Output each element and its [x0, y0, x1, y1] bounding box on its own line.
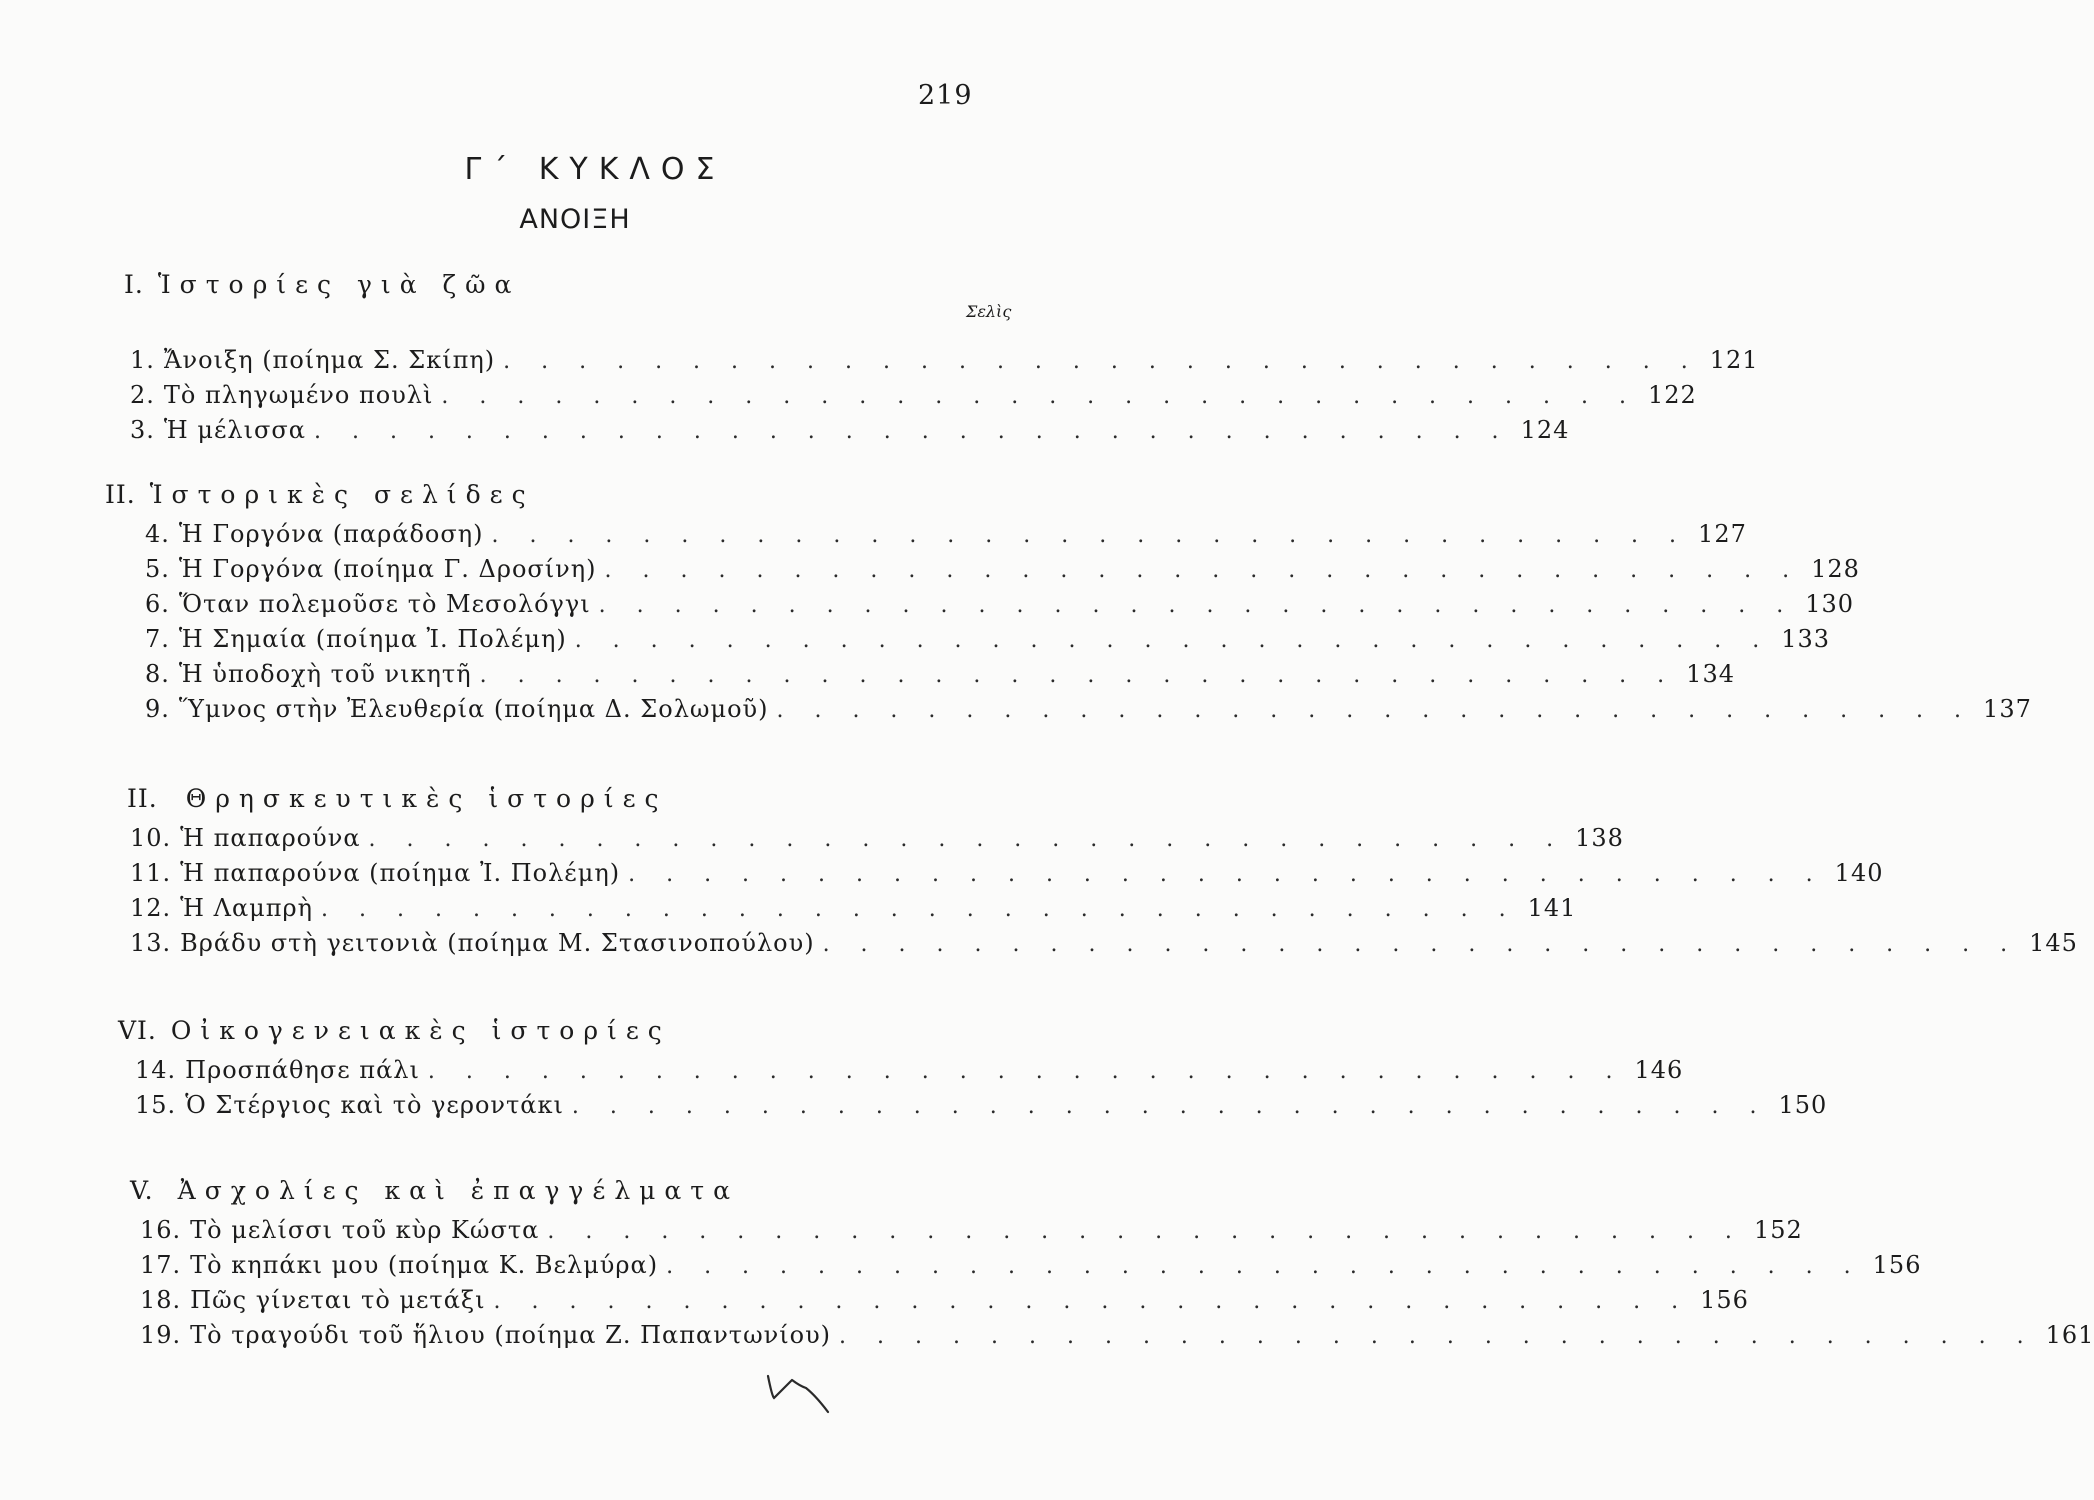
entry-title: Ἡ Σημαία (ποίημα Ἰ. Πολέμη) [178, 625, 567, 653]
dot-leader: . . . . . . . . . . . . . . . . . . . . . . . . . . . . . . . . [574, 628, 1772, 653]
pages-column-label: Σελὶς [966, 302, 1012, 321]
entry-page: 128 [1811, 555, 1860, 583]
dot-leader: . . . . . . . . . . . . . . . . . . . . . . . . . . . . . . . . [313, 419, 1511, 444]
toc-entry[interactable] [140, 1248, 1922, 1283]
toc-entry[interactable] [145, 552, 1860, 587]
entry-page: 141 [1527, 894, 1577, 922]
toc-entry[interactable] [140, 1318, 2094, 1353]
dot-leader: . . . . . . . . . . . . . . . . . . . . . . . . . . . . . . . . [776, 698, 1974, 723]
section-numeral: V. [130, 1176, 154, 1205]
dot-leader: . . . . . . . . . . . . . . . . . . . . . . . . . . . . . . . . [547, 1219, 1744, 1244]
entry-number: 13. [130, 929, 172, 957]
entry-page: 152 [1753, 1216, 1803, 1244]
entry-title: Πῶς γίνεται τὸ μετάξι [190, 1286, 486, 1314]
entry-page: 156 [1872, 1251, 1922, 1279]
entry-number: 11. [130, 859, 172, 887]
dot-leader: . . . . . . . . . . . . . . . . . . . . . . . . . . . . . . . . [598, 593, 1796, 618]
entry-page: 146 [1634, 1056, 1684, 1084]
entry-page: 137 [1983, 695, 2032, 723]
entry-page: 121 [1709, 346, 1759, 374]
entry-page: 140 [1834, 859, 1884, 887]
entry-page: 124 [1520, 416, 1570, 444]
section-numeral: VI. [118, 1016, 157, 1045]
toc-entry[interactable] [130, 821, 1624, 856]
section-heading [130, 1176, 1160, 1205]
section-title: Ἱστορικὲς σελίδες [149, 480, 535, 509]
entry-page: 161 [2045, 1321, 2094, 1349]
dot-leader: . . . . . . . . . . . . . . . . . . . . . . . . . . . . . . . . [491, 523, 1689, 548]
toc-entry[interactable] [135, 1053, 1684, 1088]
section-title: Ἱστορίες γιὰ ζῶα [157, 270, 521, 299]
section-numeral: I. [124, 270, 144, 299]
dot-leader: . . . . . . . . . . . . . . . . . . . . . . . . . . . . . . . . [368, 827, 1566, 852]
toc-entry[interactable] [145, 657, 1735, 692]
dot-leader: . . . . . . . . . . . . . . . . . . . . . . . . . . . . . . . . [571, 1094, 1769, 1119]
dot-leader: . . . . . . . . . . . . . . . . . . . . . . . . . . . . . . . . [441, 384, 1638, 409]
entry-number: 16. [140, 1216, 182, 1244]
entry-number: 8. [145, 660, 170, 688]
section-heading [105, 480, 1160, 509]
entry-number: 4. [145, 520, 170, 548]
entry-title: Ἡ Λαμπρὴ [180, 894, 314, 922]
pen-mark-icon [762, 1366, 842, 1426]
entry-number: 14. [135, 1056, 177, 1084]
page-number: 219 [918, 80, 973, 111]
section-title: Θρησκευτικὲς ἱστορίες [185, 784, 668, 813]
section-title: Ἀσχολίες καὶ ἐπαγγέλματα [177, 1176, 740, 1205]
entry-number: 15. [135, 1091, 177, 1119]
entry-number: 18. [140, 1286, 182, 1314]
entry-title: Προσπάθησε πάλι [185, 1056, 420, 1084]
dot-leader: . . . . . . . . . . . . . . . . . . . . . . . . . . . . . . . . [479, 663, 1677, 688]
entry-page: 156 [1700, 1286, 1749, 1314]
entry-page: 145 [2029, 929, 2078, 957]
entry-title: Τὸ κηπάκι μου (ποίημα Κ. Βελμύρα) [190, 1251, 659, 1279]
entry-page: 130 [1805, 590, 1855, 618]
entry-title: Ἡ μέλισσα [163, 416, 306, 444]
toc-entry[interactable] [140, 1213, 1803, 1248]
dot-leader: . . . . . . . . . . . . . . . . . . . . . . . . . . . . . . . . [427, 1059, 1625, 1084]
entry-page: 150 [1778, 1091, 1828, 1119]
entry-number: 5. [145, 555, 170, 583]
toc-entry[interactable] [145, 692, 2032, 727]
entry-page: 134 [1686, 660, 1735, 688]
entry-title: Ὕμνος στὴν Ἐλευθερία (ποίημα Δ. Σολωμοῦ) [178, 695, 769, 723]
entry-title: Ἡ ὑποδοχὴ τοῦ νικητῆ [178, 660, 472, 688]
entry-number: 7. [145, 625, 170, 653]
entry-title: Τὸ πληγωμένο πουλὶ [163, 381, 434, 409]
section-heading [124, 270, 1160, 299]
dot-leader: . . . . . . . . . . . . . . . . . . . . . . . . . . . . . . . . [604, 558, 1802, 583]
toc-entry[interactable] [130, 378, 1697, 413]
season-title: ΑΝΟΙΞΗ [519, 204, 631, 235]
entry-title: Τὸ μελίσσι τοῦ κὺρ Κώστα [190, 1216, 540, 1244]
toc-entry[interactable] [130, 856, 1884, 891]
entry-page: 127 [1698, 520, 1747, 548]
dot-leader: . . . . . . . . . . . . . . . . . . . . . . . . . . . . . . . . [666, 1254, 1863, 1279]
toc-entry[interactable] [135, 1088, 1828, 1123]
cycle-title: Γ΄ ΚΥΚΛΟΣ [464, 152, 726, 187]
section-heading [127, 784, 1160, 813]
entry-title: Ἡ παπαρούνα (ποίημα Ἰ. Πολέμη) [180, 859, 621, 887]
entry-page: 133 [1781, 625, 1831, 653]
toc-section [0, 1176, 2094, 1353]
section-numeral: II. [105, 480, 136, 509]
toc-section [0, 1016, 1828, 1123]
dot-leader: . . . . . . . . . . . . . . . . . . . . . . . . . . . . . . . . [628, 862, 1825, 887]
entry-title: Ἡ Γοργόνα (ποίημα Γ. Δροσίνη) [178, 555, 597, 583]
dot-leader: . . . . . . . . . . . . . . . . . . . . . . . . . . . . . . . . [822, 932, 2020, 957]
toc-entry[interactable] [130, 343, 1759, 378]
toc-entry[interactable] [145, 517, 1747, 552]
dot-leader: . . . . . . . . . . . . . . . . . . . . . . . . . . . . . . . . [321, 897, 1518, 922]
toc-section [0, 784, 2078, 961]
toc-entry[interactable] [130, 413, 1570, 448]
toc-section [0, 480, 2032, 727]
entry-number: 10. [130, 824, 172, 852]
entry-title: Βράδυ στὴ γειτονιὰ (ποίημα Μ. Στασινοπούλου) [180, 929, 815, 957]
toc-entry[interactable] [145, 622, 1831, 657]
toc-entry[interactable] [145, 587, 1855, 622]
toc-entry[interactable] [130, 926, 2078, 961]
dot-leader: . . . . . . . . . . . . . . . . . . . . . . . . . . . . . . . . [503, 349, 1700, 374]
entry-number: 3. [130, 416, 155, 444]
entry-number: 6. [145, 590, 170, 618]
dot-leader: . . . . . . . . . . . . . . . . . . . . . . . . . . . . . . . . [839, 1324, 2036, 1349]
entry-number: 1. [130, 346, 155, 374]
entry-title: Ἡ Γοργόνα (παράδοση) [178, 520, 484, 548]
entry-number: 19. [140, 1321, 182, 1349]
entry-title: Τὸ τραγούδι τοῦ ἥλιου (ποίημα Ζ. Παπαντωνίου) [190, 1321, 832, 1349]
entry-number: 17. [140, 1251, 182, 1279]
toc-entry[interactable] [130, 891, 1577, 926]
dot-leader: . . . . . . . . . . . . . . . . . . . . . . . . . . . . . . . . [493, 1289, 1691, 1314]
entry-number: 9. [145, 695, 170, 723]
entry-title: Ὅταν πολεμοῦσε τὸ Μεσολόγγι [178, 590, 591, 618]
entry-title: Ἡ παπαρούνα [180, 824, 361, 852]
entry-title: Ὁ Στέργιος καὶ τὸ γεροντάκι [185, 1091, 564, 1119]
entry-title: Ἄνοιξη (ποίημα Σ. Σκίπη) [163, 346, 496, 374]
entry-number: 2. [130, 381, 155, 409]
toc-entry[interactable] [140, 1283, 1749, 1318]
entry-page: 138 [1575, 824, 1624, 852]
toc-section [0, 270, 1759, 448]
section-heading [118, 1016, 1160, 1045]
entry-page: 122 [1647, 381, 1697, 409]
section-title: Οἰκογενειακὲς ἱστορίες [170, 1016, 671, 1045]
section-numeral: II. [127, 784, 158, 813]
entry-number: 12. [130, 894, 172, 922]
